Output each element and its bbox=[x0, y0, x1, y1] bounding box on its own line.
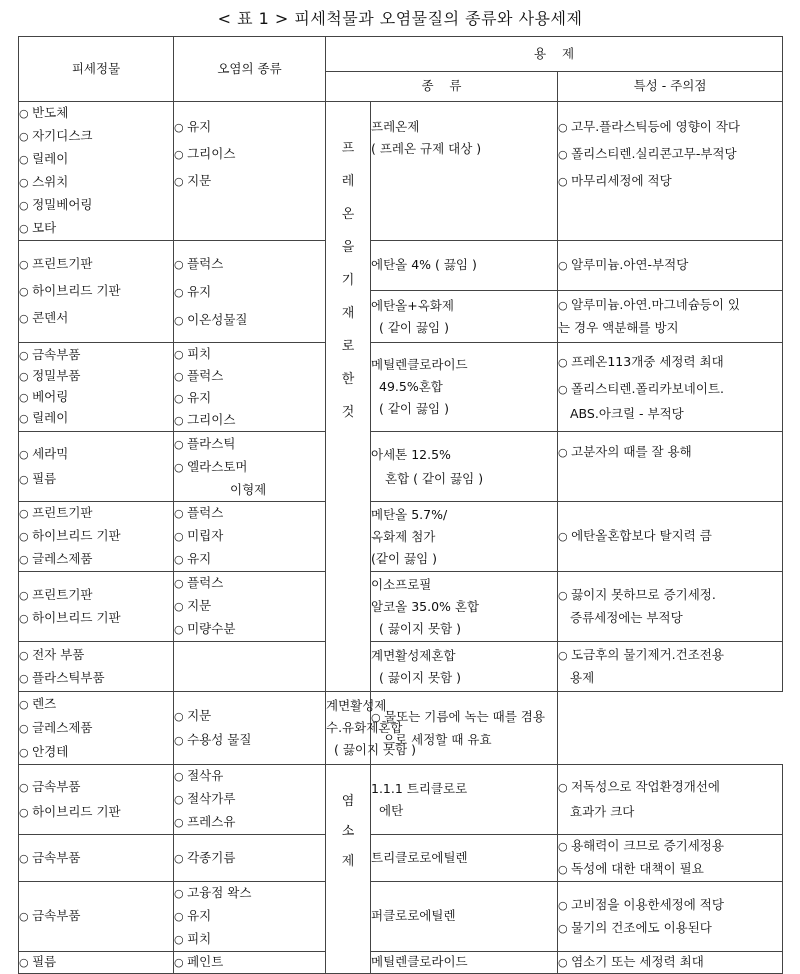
note-cell bbox=[558, 835, 783, 882]
solvent-cell bbox=[371, 952, 558, 974]
solvent-text: 혼합 ( 같이 끓임 ) bbox=[385, 470, 484, 486]
table-row bbox=[19, 882, 783, 952]
group-char: 레 bbox=[341, 174, 355, 189]
object-item: ○ 안경테 bbox=[19, 740, 173, 764]
contaminant-item: ○ 유지 bbox=[174, 905, 325, 928]
header-usage: 용 제 bbox=[326, 37, 783, 72]
object-item: ○ 금속부품 bbox=[19, 775, 173, 800]
solvent-cell bbox=[371, 642, 558, 692]
solvent-cell bbox=[371, 432, 558, 502]
solvent-text: 메틸렌클로라이드 bbox=[371, 357, 468, 372]
solvent-text: ( 끓이지 못함 ) bbox=[334, 742, 417, 757]
object-cell bbox=[19, 882, 174, 952]
object-cell bbox=[19, 692, 174, 765]
solvent-cell bbox=[371, 882, 558, 952]
contaminant-item: ○ 지문 bbox=[174, 595, 325, 618]
solvent-text: 에탄올 4% ( 끓임 ) bbox=[371, 257, 477, 273]
object-item: ○ 프린트기판 bbox=[19, 502, 173, 525]
note-item: 용제 bbox=[570, 670, 595, 685]
note-cell bbox=[558, 102, 783, 241]
contaminant-cell bbox=[174, 432, 326, 502]
object-item: ○ 필름 bbox=[19, 956, 173, 969]
contaminant-item: ○ 플럭스 bbox=[174, 250, 325, 278]
table-row bbox=[19, 502, 783, 572]
solvent-text: 프레온제 bbox=[371, 119, 420, 134]
note-item: 효과가 크다 bbox=[570, 804, 635, 819]
object-item: ○ 반도체 bbox=[19, 102, 173, 125]
object-item: ○ 전자 부품 bbox=[19, 644, 173, 667]
header-object: 피세정물 bbox=[19, 37, 174, 102]
group-char: 것 bbox=[341, 405, 355, 420]
object-cell bbox=[19, 572, 174, 642]
group-char: 한 bbox=[341, 372, 355, 387]
contaminant-cell bbox=[174, 952, 326, 974]
note-item: ○ 고분자의 때를 잘 용해 bbox=[558, 446, 782, 459]
contaminant-cell bbox=[174, 692, 326, 765]
contaminant-item: ○ 그리이스 bbox=[174, 141, 325, 168]
solvent-text: 이소프로필 bbox=[371, 576, 432, 592]
contaminant-item: ○ 유지 bbox=[174, 387, 325, 409]
contaminant-item: ○ 유지 bbox=[174, 548, 325, 571]
note-item: ○ 물기의 건조에도 이용된다 bbox=[558, 917, 782, 940]
solvent-cell bbox=[371, 765, 558, 835]
note-item: ○ 저독성으로 작업환경개선에 bbox=[558, 775, 782, 800]
contaminant-item: ○ 플럭스 bbox=[174, 502, 325, 525]
contaminant-item: ○ 플라스틱 bbox=[174, 433, 325, 456]
object-item: ○ 정밀부품 bbox=[19, 366, 173, 387]
note-cell bbox=[558, 291, 783, 343]
group-char: 을 bbox=[341, 240, 355, 255]
object-item: ○ 프린트기판 bbox=[19, 251, 173, 278]
solvent-text: ( 끓이지 못함 ) bbox=[379, 620, 462, 636]
contaminant-cell bbox=[174, 241, 326, 343]
header-row bbox=[19, 37, 783, 72]
object-item: ○ 금속부품 bbox=[19, 910, 173, 923]
contaminant-item: ○ 각종기름 bbox=[174, 852, 325, 865]
table-row bbox=[19, 765, 783, 835]
object-cell bbox=[19, 765, 174, 835]
solvent-text: 아세톤 12.5% bbox=[371, 446, 451, 462]
solvent-text: ( 끓이지 못함 ) bbox=[379, 669, 462, 685]
note-item: ○ 끓이지 못하므로 증기세정. bbox=[558, 584, 782, 607]
solvent-cell bbox=[371, 241, 558, 291]
solvent-text: 알코올 35.0% 혼합 bbox=[371, 598, 480, 614]
contaminant-item: ○ 유지 bbox=[174, 114, 325, 141]
object-cell bbox=[19, 952, 174, 974]
note-item: ○ 알루미늄.아연.마그네슘등이 있 bbox=[558, 294, 782, 317]
note-item: ○ 폴리스티렌.실리콘고무-부적당 bbox=[558, 141, 782, 168]
contaminant-item: ○ 수용성 물질 bbox=[174, 728, 325, 752]
note-item: ○ 알루미늄.아연-부적당 bbox=[558, 259, 782, 272]
group-char: 재 bbox=[341, 306, 355, 321]
table-row bbox=[19, 642, 783, 692]
solvent-cell bbox=[371, 343, 558, 432]
object-cell bbox=[19, 343, 174, 432]
object-item: ○ 필름 bbox=[19, 467, 173, 492]
header-property: 특성 - 주의점 bbox=[558, 72, 783, 102]
solvent-text: ( 프레온 규제 대상 ) bbox=[371, 141, 482, 156]
solvent-text: 메탄올 5.7%/ bbox=[371, 506, 448, 522]
note-item: ○ 독성에 대한 대책이 필요 bbox=[558, 858, 782, 881]
contaminant-item: ○ 지문 bbox=[174, 704, 325, 728]
solvent-text: 수.유화제혼합 bbox=[326, 720, 403, 735]
contaminant-item: ○ 유지 bbox=[174, 278, 325, 306]
note-cell bbox=[558, 572, 783, 642]
contaminant-item: ○ 피치 bbox=[174, 928, 325, 951]
contaminant-cell bbox=[174, 502, 326, 572]
group-char: 염 bbox=[341, 794, 355, 809]
group-char: 온 bbox=[341, 207, 355, 222]
object-cell bbox=[19, 642, 174, 692]
object-item: ○ 정밀베어링 bbox=[19, 194, 173, 217]
note-item: ○ 마무리세정에 적당 bbox=[558, 168, 782, 195]
table-row bbox=[19, 241, 783, 291]
note-cell bbox=[558, 765, 783, 835]
solvent-text: 에탄 bbox=[379, 802, 404, 818]
contaminant-item: ○ 그리이스 bbox=[174, 409, 325, 431]
contaminant-item: ○ 엘라스토머 bbox=[174, 456, 325, 479]
contaminant-item: ○ 피치 bbox=[174, 343, 325, 365]
contaminant-cell bbox=[174, 102, 326, 241]
object-cell bbox=[19, 502, 174, 572]
note-cell bbox=[558, 343, 783, 432]
contaminant-cell bbox=[174, 765, 326, 835]
solvent-text: 1.1.1 트리클로로 bbox=[371, 780, 468, 796]
group-freon bbox=[326, 102, 371, 692]
contaminant-item: ○ 지문 bbox=[174, 168, 325, 195]
note-cell bbox=[558, 882, 783, 952]
solvent-text: ( 같이 끓임 ) bbox=[379, 319, 449, 335]
object-item: ○ 하이브리드 기판 bbox=[19, 525, 173, 548]
object-item: ○ 릴레이 bbox=[19, 408, 173, 429]
table-title: < 표 1 > 피세척물과 오염물질의 종류와 사용세제 bbox=[217, 9, 583, 28]
object-item: ○ 프린트기판 bbox=[19, 584, 173, 607]
solvent-text: 퍼클로로에틸렌 bbox=[371, 908, 456, 924]
table-row bbox=[19, 835, 783, 882]
table-row bbox=[19, 102, 783, 241]
note-item: ○ 용해력이 크므로 증기세정용 bbox=[558, 835, 782, 858]
group-char: 소 bbox=[341, 824, 355, 839]
solvent-cell bbox=[371, 502, 558, 572]
group-chlorine bbox=[326, 765, 371, 974]
object-item: ○ 플라스틱부품 bbox=[19, 667, 173, 690]
solvent-text: 계면활성제혼합 bbox=[371, 647, 456, 663]
contaminant-item: ○ 플럭스 bbox=[174, 365, 325, 387]
object-cell bbox=[19, 102, 174, 241]
object-item: ○ 콘덴서 bbox=[19, 305, 173, 332]
contaminant-item: 이형제 bbox=[230, 481, 267, 497]
note-item: ○ 고무.플라스틱등에 영향이 작다 bbox=[558, 114, 782, 141]
contaminant-item: ○ 절삭가루 bbox=[174, 788, 325, 811]
contaminant-item: ○ 고융점 왁스 bbox=[174, 882, 325, 905]
note-cell bbox=[558, 432, 783, 502]
object-item: ○ 글레스제품 bbox=[19, 716, 173, 740]
note-item: 증류세정에는 부적당 bbox=[570, 610, 683, 625]
group-char: 제 bbox=[341, 854, 355, 869]
object-item: ○ 릴레이 bbox=[19, 148, 173, 171]
contaminant-item: ○ 페인트 bbox=[174, 956, 325, 969]
solvent-text: ( 같이 끓임 ) bbox=[379, 401, 449, 416]
object-item: ○ 렌즈 bbox=[19, 692, 173, 716]
object-item: ○ 글레스제품 bbox=[19, 548, 173, 571]
solvent-text: 에탄올+옥화제 bbox=[371, 297, 454, 313]
contaminant-cell bbox=[174, 572, 326, 642]
solvent-text: 계면활성제 bbox=[326, 698, 387, 713]
contaminant-cell bbox=[174, 343, 326, 432]
contaminant-item: ○ 프레스유 bbox=[174, 811, 325, 834]
contaminant-item: ○ 이온성물질 bbox=[174, 306, 325, 334]
note-item: ○ 폴리스티렌.폴리카보네이트. bbox=[558, 376, 782, 403]
contaminant-cell bbox=[174, 835, 326, 882]
group-char: 프 bbox=[341, 141, 355, 156]
object-item: ○ 하이브리드 기판 bbox=[19, 278, 173, 305]
note-item: ○ 물또는 기름에 녹는 때를 겸용 bbox=[371, 706, 557, 729]
note-item: ○ 에탄올혼합보다 탈지력 큼 bbox=[558, 530, 782, 543]
table-row bbox=[19, 432, 783, 502]
object-item: ○ 베어링 bbox=[19, 387, 173, 408]
solvent-cell bbox=[371, 291, 558, 343]
group-char: 기 bbox=[341, 273, 355, 288]
object-item: ○ 모타 bbox=[19, 217, 173, 240]
solvent-text: 49.5%혼합 bbox=[379, 379, 443, 394]
table-row bbox=[19, 692, 783, 765]
solvent-cell bbox=[371, 102, 558, 241]
note-item: ○ 고비점을 이용한세정에 적당 bbox=[558, 894, 782, 917]
contaminant-cell bbox=[174, 882, 326, 952]
solvent-cell bbox=[371, 572, 558, 642]
contaminant-item: ○ 미립자 bbox=[174, 525, 325, 548]
note-item: ○ 프레온113개중 세정력 최대 bbox=[558, 349, 782, 376]
object-item: ○ 하이브리드 기판 bbox=[19, 800, 173, 825]
header-kind: 종 류 bbox=[326, 72, 558, 102]
contaminant-cell bbox=[174, 642, 326, 692]
note-cell bbox=[558, 642, 783, 692]
object-cell bbox=[19, 835, 174, 882]
note-item: ○ 도금후의 물기제거.건조전용 bbox=[558, 644, 782, 667]
note-cell bbox=[558, 241, 783, 291]
solvent-text: (같이 끓임 ) bbox=[371, 550, 438, 566]
object-item: ○ 금속부품 bbox=[19, 852, 173, 865]
table-row bbox=[19, 952, 783, 974]
solvent-cell bbox=[326, 692, 417, 765]
note-item: 으로 세정할 때 유효 bbox=[383, 731, 492, 747]
note-item: ○ 염소기 또는 세정력 최대 bbox=[558, 956, 782, 969]
note-item: 는 경우 액분해를 방지 bbox=[558, 320, 679, 335]
contaminant-item: ○ 미량수분 bbox=[174, 618, 325, 641]
header-contaminant: 오염의 종류 bbox=[174, 37, 326, 102]
table-row bbox=[19, 343, 783, 432]
solvent-text: 트리클로로에틸렌 bbox=[371, 849, 468, 865]
object-item: ○ 금속부품 bbox=[19, 345, 173, 366]
note-cell bbox=[558, 952, 783, 974]
solvent-text: 옥화제 첨가 bbox=[371, 528, 436, 544]
note-cell bbox=[558, 502, 783, 572]
group-char: 로 bbox=[341, 339, 355, 354]
object-item: ○ 스위치 bbox=[19, 171, 173, 194]
solvent-text: 메틸렌클로라이드 bbox=[371, 954, 468, 970]
object-cell bbox=[19, 241, 174, 343]
note-item: ABS.아크릴 - 부적당 bbox=[570, 406, 684, 421]
contaminant-item: ○ 절삭유 bbox=[174, 765, 325, 788]
object-item: ○ 하이브리드 기판 bbox=[19, 607, 173, 630]
table-row bbox=[19, 572, 783, 642]
object-item: ○ 세라믹 bbox=[19, 442, 173, 467]
solvent-cell bbox=[371, 835, 558, 882]
object-item: ○ 자기디스크 bbox=[19, 125, 173, 148]
solvent-table bbox=[18, 36, 783, 974]
object-cell bbox=[19, 432, 174, 502]
contaminant-item: ○ 플럭스 bbox=[174, 572, 325, 595]
